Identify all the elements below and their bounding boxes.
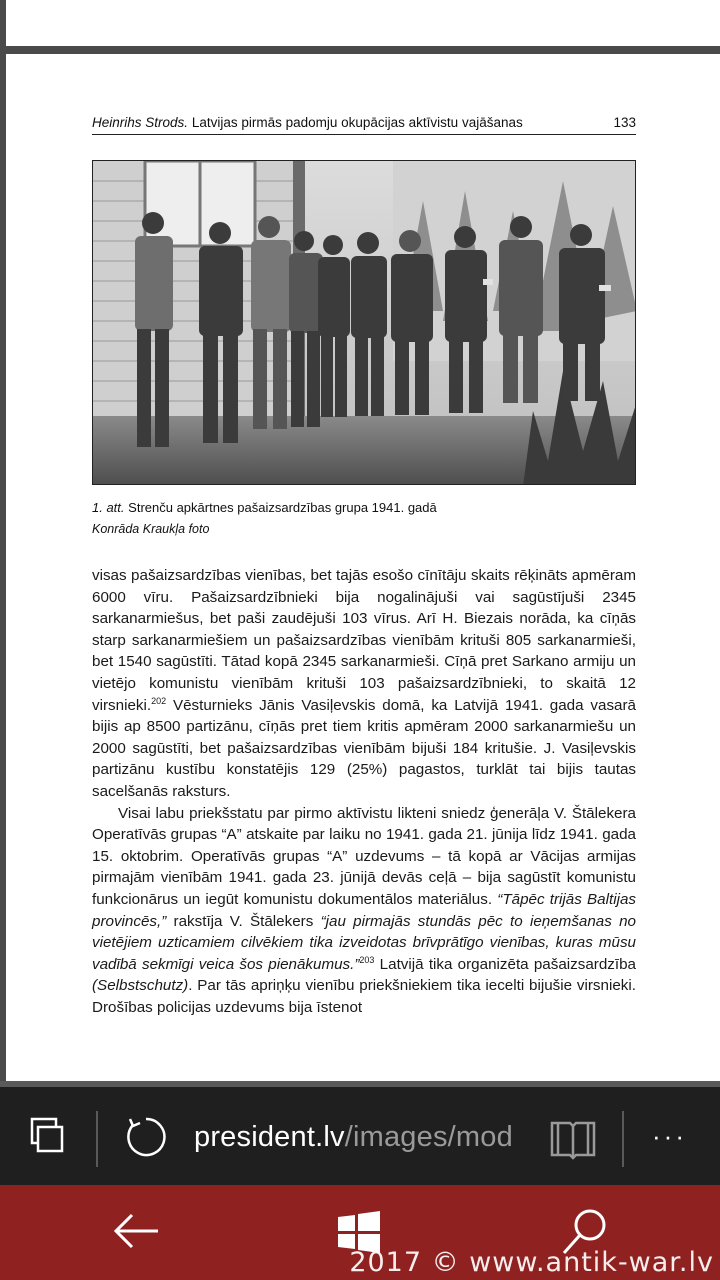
paragraph (92, 803, 636, 1019)
paragraph-text: Visai labu priekšstatu par pirmo aktīvistu likteni sniedz ģenerāļa V. Štālekera Operatīvās grupas “A” atskaite par laiku no 1941. gada 21. jūnija līdz 1941. gada 15. oktobrim. Operatīvās grupas “A” uzdevums – tā kopā ar Vācijas armijas pirmajām vienībām 1941. gada 23. jūnijā devās ceļā – bija sagūstīt komunistu funkcionārus un iegūt komunistu dokumentālos materiālus. (92, 804, 636, 908)
url-path: /images/mod (344, 1121, 513, 1153)
running-title (92, 115, 523, 130)
figure-caption (92, 500, 437, 536)
page-number: 133 (613, 115, 636, 130)
paragraph-text: . Par tās apriņķu vienību priekšniekiem tika iecelti bijušie virsnieki. Drošības policijas uzdevums bija īstenot (92, 977, 636, 1016)
watermark: 2017 © www.antik-war.lv (349, 1247, 714, 1278)
refresh-icon[interactable] (122, 1113, 170, 1161)
photo-credit: Konrāda Kraukļa foto (92, 522, 210, 536)
url-domain: president.lv (194, 1121, 345, 1153)
running-header (92, 114, 636, 135)
paragraph-text: rakstīja V. Štālekers (166, 912, 321, 930)
system-navigation-bar (0, 1185, 720, 1280)
tabs-icon[interactable] (24, 1111, 72, 1159)
term: (Selbstschutz) (92, 977, 189, 995)
footnote-ref[interactable]: 202 (151, 695, 167, 706)
address-url[interactable] (194, 1121, 513, 1154)
toolbar-separator (96, 1111, 98, 1167)
quote: “jau pirmajās stundās pēc to ieņemšanas no vietējiem uzticamiem cilvēkiem tika izveidotas brīvprātīgo vienības, kuras mūsu vadībā sekmīgi veica šos pienākumus.” (92, 912, 636, 973)
caption-line (92, 500, 437, 515)
paragraph (92, 565, 636, 803)
paragraph-text: Latvijā tika organizēta pašaizsardzība (374, 955, 636, 973)
quote: “Tāpēc trijās Baltijas provincēs,” (92, 890, 637, 930)
figure-caption-text: Strenču apkārtnes pašaizsardzības grupa 1941. gadā (128, 500, 437, 515)
paragraph-text: visas pašaizsardzības vienības, bet tajās esošo cīnītāju skaits rēķināts apmēram 6000 vīru. Pašaizsardzībnieki bija nogalinājuši vai sagūstījuši 2345 sarkanarmiešus, bet paši zaudējuši 103 vīrus. Arī H. Biezais norāda, ka cīņās starp sarkanarmiešiem un pašaizsardzības vienībām krituši 805 sarkanarmieši, bet 1540 sagūstīti. Tātad kopā 2345 sarkanarmieši. Cīņā pret Sarkano armiju un vietējo komunistu vienībām krituši 103 pašaizsardzībnieki, to skaitā 12 virsnieki. (92, 567, 636, 714)
body-text (92, 565, 636, 1018)
document-page (6, 54, 720, 1081)
toolbar-separator (622, 1111, 624, 1167)
back-arrow-icon[interactable] (110, 1211, 162, 1251)
figure-label: 1. att. (92, 500, 125, 515)
more-button[interactable]: ··· (652, 1121, 687, 1151)
browser-address-bar (0, 1087, 720, 1185)
paragraph-text: Vēsturnieks Jānis Vasiļevskis domā, ka Latvijā 1941. gada vasarā bijis ap 8500 partizānu, cīņās pret tiem kritis apmēram 2000 sarkanarmiešu un 2000 sagūstīti, bet pašaizsardzības vienībām bijuši 184 kritušie. J. Vasiļevskis partizānu kustību konstatējis 129 (25%) pagastos, turklāt tai bijis tautas sacelšanās raksturs. (92, 696, 636, 800)
footnote-ref[interactable]: 203 (359, 954, 375, 965)
reading-view-icon[interactable] (548, 1113, 598, 1161)
previous-page-edge (6, 0, 720, 46)
header-title: Latvijas pirmās padomju okupācijas aktīvistu vajāšanas (191, 115, 523, 130)
header-author: Heinrihs Strods. (92, 115, 189, 130)
historical-photo (92, 160, 636, 485)
